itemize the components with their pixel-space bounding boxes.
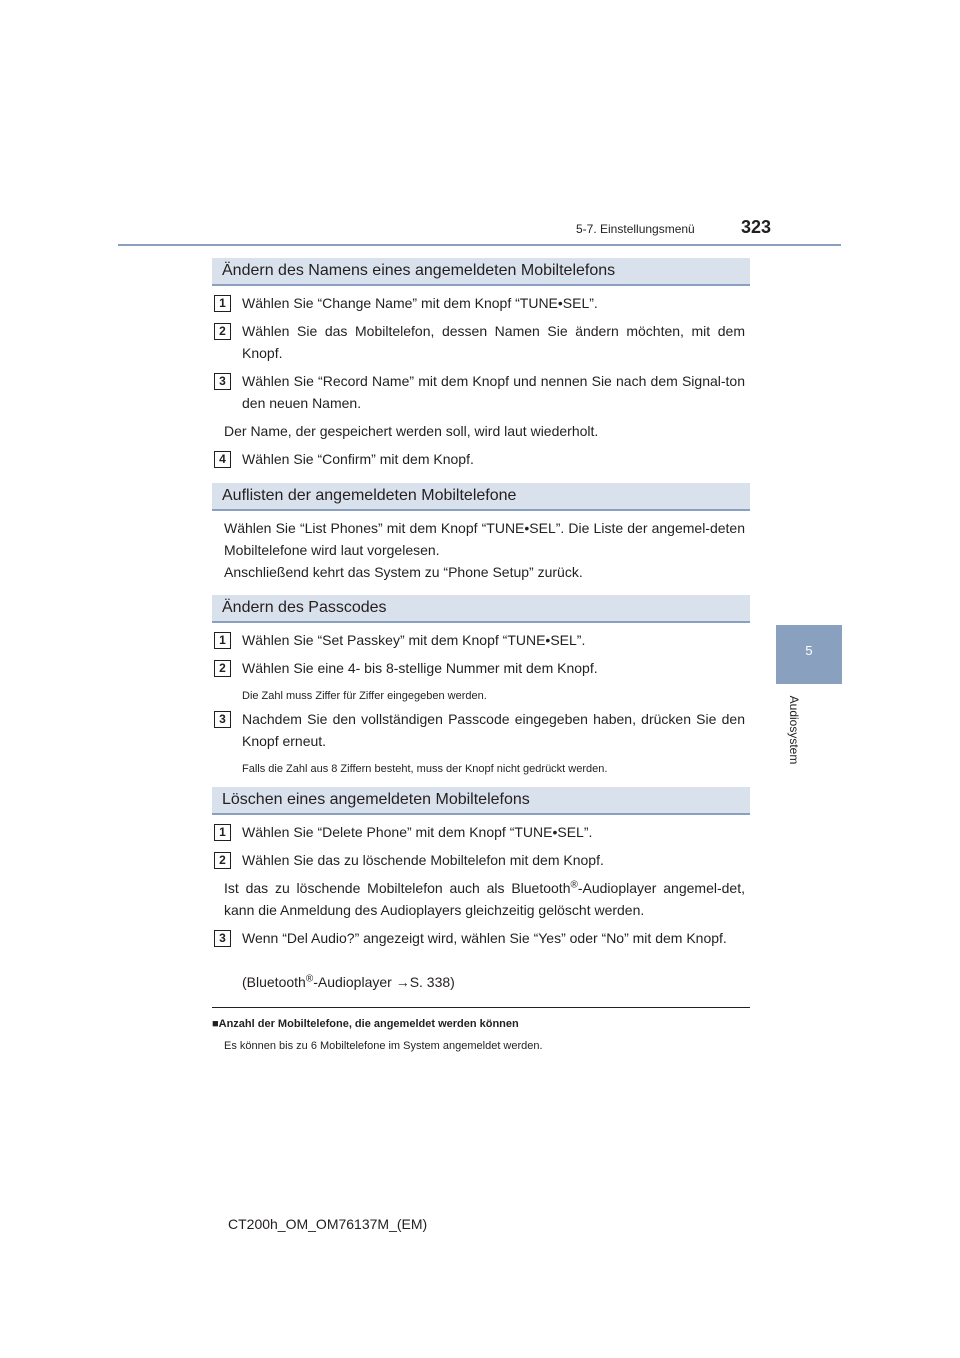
step-number-box: 2: [214, 323, 231, 340]
section-heading-list: [212, 483, 750, 511]
step-number-box: 2: [214, 852, 231, 869]
note-divider: [212, 1007, 750, 1008]
step-text: Wenn “Del Audio?” angezeigt wird, wählen Sie “Yes” oder “No” mit dem Knopf.: [242, 930, 727, 946]
reference-part: -Audioplayer →S. 338): [313, 974, 455, 990]
step-reference: [242, 971, 745, 993]
info-text: Der Name, der gespeichert werden soll, wird laut wiederholt.: [224, 423, 599, 439]
step-hint: Falls die Zahl aus 8 Ziffern besteht, muss der Knopf nicht gedrückt werden.: [242, 763, 608, 775]
section-heading-passcode: [212, 595, 750, 623]
step-text: Wählen Sie das zu löschende Mobiltelefon mit dem Knopf.: [242, 852, 604, 868]
step-text: Wählen Sie “Confirm” mit dem Knopf.: [242, 451, 474, 467]
step-number-box: 4: [214, 451, 231, 468]
step-number-box: 1: [214, 824, 231, 841]
step-number-box: 3: [214, 930, 231, 947]
info-text-part: -Audioplayer angemel-det, kann die Anmeldung des Audioplayers gleichzeitig gelöscht werden.: [224, 880, 745, 918]
note-text: Es können bis zu 6 Mobiltelefone im System angemeldet werden.: [224, 1040, 543, 1052]
document-code: CT200h_OM_OM76137M_(EM): [228, 1216, 428, 1232]
registered-mark: ®: [570, 879, 578, 891]
step-number-box: 2: [214, 660, 231, 677]
step-text: Wählen Sie “Change Name” mit dem Knopf “TUNE•SEL”.: [242, 295, 598, 311]
info-text-part: Ist das zu löschende Mobiltelefon auch als Bluetooth: [224, 880, 571, 896]
section-title: Löschen eines angemeldeten Mobiltelefons: [222, 791, 530, 808]
step-text: Wählen Sie eine 4- bis 8-stellige Nummer mit dem Knopf.: [242, 660, 598, 676]
section-heading-delete: [212, 787, 750, 815]
section-header: 5-7. Einstellungsmenü: [576, 222, 695, 236]
step-number-box: 3: [214, 711, 231, 728]
step-hint: Die Zahl muss Ziffer für Ziffer eingegeben werden.: [242, 690, 487, 702]
step-number-box: 3: [214, 373, 231, 390]
step-text: Wählen Sie “Set Passkey” mit dem Knopf “TUNE•SEL”.: [242, 632, 586, 648]
reference-part: (Bluetooth: [242, 974, 306, 990]
step-number-box: 1: [214, 295, 231, 312]
info-text: Anschließend kehrt das System zu “Phone Setup” zurück.: [224, 564, 583, 580]
section-heading-rename: [212, 258, 750, 286]
step-number-box: 1: [214, 632, 231, 649]
step-text: Wählen Sie “Delete Phone” mit dem Knopf “TUNE•SEL”.: [242, 824, 593, 840]
note-title: ■Anzahl der Mobiltelefone, die angemeldet werden können: [212, 1018, 519, 1030]
section-title: Ändern des Passcodes: [222, 599, 387, 616]
registered-mark: ®: [305, 973, 314, 985]
page-number: 323: [741, 217, 772, 237]
info-text: Wählen Sie “List Phones” mit dem Knopf “TUNE•SEL”. Die Liste der angemel-deten Mobiltelefone wird laut vorgelesen.: [224, 520, 745, 558]
step-text: Nachdem Sie den vollständigen Passcode eingegeben haben, drücken Sie den Knopf erneut.: [242, 711, 745, 749]
chapter-label: Audiosystem: [787, 695, 801, 765]
step-text: Wählen Sie “Record Name” mit dem Knopf und nennen Sie nach dem Signal-ton den neuen Namen.: [242, 373, 745, 411]
chapter-number: 5: [805, 643, 813, 658]
step-text: Wählen Sie das Mobiltelefon, dessen Namen Sie ändern möchten, mit dem Knopf.: [242, 323, 745, 361]
header-rule: [118, 244, 841, 246]
info-text: [224, 877, 745, 921]
section-title: Ändern des Namens eines angemeldeten Mobiltelefons: [222, 262, 616, 279]
section-title: Auflisten der angemeldeten Mobiltelefone: [222, 487, 517, 504]
